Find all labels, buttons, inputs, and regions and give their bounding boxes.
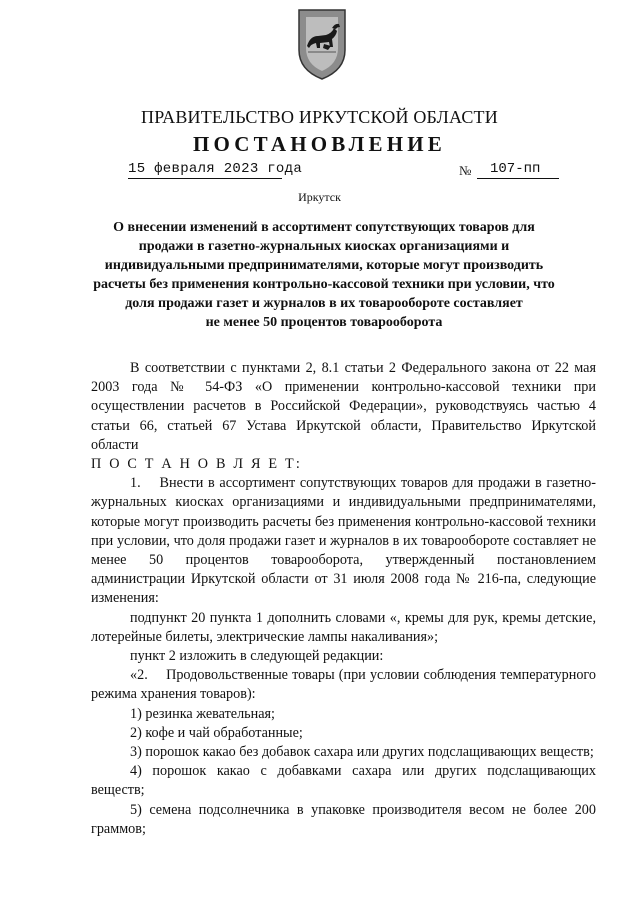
number-sign: № bbox=[459, 163, 472, 178]
title-line: продажи в газетно-журнальных киосках организациями и bbox=[138, 239, 510, 254]
document-kind: ПОСТАНОВЛЕНИЕ bbox=[192, 132, 447, 156]
document-number: 107-пп bbox=[490, 161, 541, 177]
resolves-heading: П О С Т А Н О В Л Я Е Т: bbox=[91, 456, 302, 473]
title-line: О внесении изменений в ассортимент сопутствующих товаров для bbox=[113, 220, 535, 235]
item-1-paragraph: 1. Внести в ассортимент сопутствующих товаров для продажи в газетно-журнальных киосках организациями и индивидуальными предпринимателями, которые могут производить расчеты без применения контрольно-кассовой техники при условии, что доля продажи газет и журналов в их товарообороте составляет не менее 50 процентов товарооборота, утвержденный постановлением администрации Иркутской области от 31 июля 2008 года № 216-па, следующие изменения: bbox=[91, 475, 596, 607]
title-line: расчеты без применения контрольно-кассовой техники при условии, что bbox=[93, 277, 555, 292]
number-underline bbox=[477, 178, 559, 179]
subitem-paragraph: подпункт 20 пункта 1 дополнить словами «, кремы для рук, кремы детские, лотерейные билеты, электрические лампы накаливания»; bbox=[91, 609, 596, 645]
quote-head-paragraph: «2. Продовольственные товары (при условии соблюдения температурного режима хранения товаров): bbox=[91, 667, 596, 703]
subitem-paragraph: пункт 2 изложить в следующей редакции: bbox=[130, 648, 384, 665]
date-underline bbox=[128, 178, 282, 179]
document-body bbox=[91, 359, 596, 839]
preamble-paragraph: В соответствии с пунктами 2, 8.1 статьи 2 Федерального закона от 22 мая 2003 года № 54-ФЗ «О применении контрольно-кассовой техники при осуществлении расчетов в Российской Федерации», руководствуясь частью 4 статьи 66, статьей 67 Устава Иркутской области, Правительство Иркутской области bbox=[91, 360, 596, 453]
list-item: 1) резинка жевательная; bbox=[130, 705, 275, 722]
document-date: 15 февраля 2023 года bbox=[128, 161, 303, 177]
list-item: 4) порошок какао с добавками сахара или других подслащивающих веществ; bbox=[91, 763, 596, 799]
title-line: доля продажи газет и журналов в их товарообороте составляет bbox=[125, 296, 523, 311]
coat-of-arms-icon bbox=[296, 6, 348, 82]
city-name: Иркутск bbox=[298, 190, 341, 204]
title-line: индивидуальными предпринимателями, которые могут производить bbox=[104, 258, 544, 273]
list-item: 5) семена подсолнечника в упаковке производителя весом не более 200 граммов; bbox=[91, 801, 596, 837]
document-title bbox=[84, 218, 564, 332]
government-name: ПРАВИТЕЛЬСТВО ИРКУТСКОЙ ОБЛАСТИ bbox=[141, 107, 498, 127]
title-line: не менее 50 процентов товарооборота bbox=[205, 315, 443, 330]
list-item: 2) кофе и чай обработанные; bbox=[130, 724, 303, 741]
list-item: 3) порошок какао без добавок сахара или других подслащивающих веществ; bbox=[130, 744, 594, 761]
